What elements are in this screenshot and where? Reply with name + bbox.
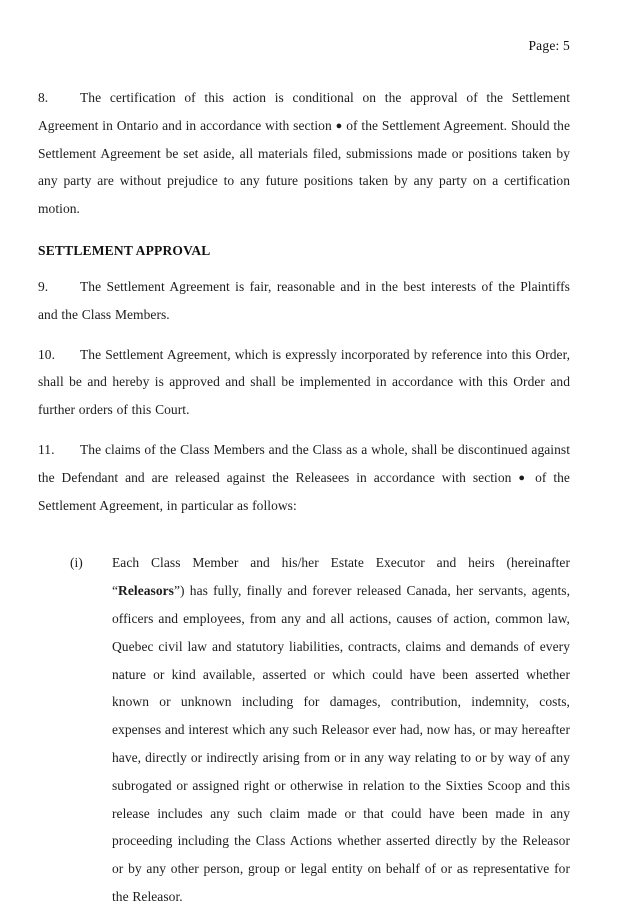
document-body (38, 84, 570, 911)
paragraph-8-number: 8. (38, 90, 49, 105)
paragraph-8-text-after: of the Settlement Agreement. Should the Settlement Agreement be set aside, all materials filed, submissions made or positions taken by any party are without prejudice to any future positions taken by any party on a certification motion. (38, 117, 570, 217)
subitem-i (38, 549, 570, 910)
paragraph-8-text-before: The certification of this action is conditional on the approval of the Settlement Agreement in Ontario and in accordance with section (38, 90, 570, 133)
section-heading-settlement-approval: SETTLEMENT APPROVAL (38, 242, 211, 258)
paragraph-10-number: 10. (38, 346, 56, 362)
subitem-i-text (112, 549, 570, 910)
paragraph-11 (38, 436, 570, 519)
paragraph-9-text: The Settlement Agreement is fair, reasonable and in the best interests of the Plaintiffs and the Class Members. (38, 278, 570, 322)
paragraph-11-text-before: The claims of the Class Members and the Class as a whole, shall be discontinued against the Defendant and are released against the Releasees in accordance with section (38, 441, 570, 485)
paragraph-11-text-after: of the Settlement Agreement, in particular as follows: (38, 469, 570, 513)
defined-term-releasors: Releasors (118, 583, 174, 599)
paragraph-10-text: The Settlement Agreement, which is expressly incorporated by reference into this Order, shall be and hereby is approved and shall be implemented in accordance with this Order and further orders of this Court. (38, 346, 570, 418)
page-number: Page: 5 (528, 38, 570, 53)
bullet-dot-icon: ● (335, 119, 343, 132)
bullet-dot-icon: ● (518, 471, 529, 484)
paragraph-10 (38, 341, 570, 424)
paragraph-8 (38, 84, 570, 223)
subitem-i-marker: (i) (70, 555, 83, 571)
paragraph-9-number: 9. (38, 278, 49, 294)
paragraph-9 (38, 273, 570, 329)
subitem-i-text-part1: Each Class Member and his/her Estate Executor and heirs (hereinafter “ (112, 555, 570, 599)
subitem-i-text-part2: ”) has fully, finally and forever released Canada, her servants, agents, officers and employees, from any and all actions, causes of action, common law, Quebec civil law and statutory liabilities, contracts, claims and demands of every nature or kind available, asserted or which could have been asserted whether known or unknown including for damages, contribution, indemnity, costs, expenses and interest which any such Releasor ever had, now has, or may hereafter have, directly or indirectly arising from or in any way relating to or by way of any subrogated or assigned right or otherwise in relation to the Sixties Scoop and this release includes any such claim made or that could have been made in any proceeding including the Class Actions whether asserted directly by the Releasor or by any other person, group or legal entity on behalf of or as representative for the Releasor. (112, 583, 570, 904)
paragraph-11-number: 11. (38, 441, 55, 457)
